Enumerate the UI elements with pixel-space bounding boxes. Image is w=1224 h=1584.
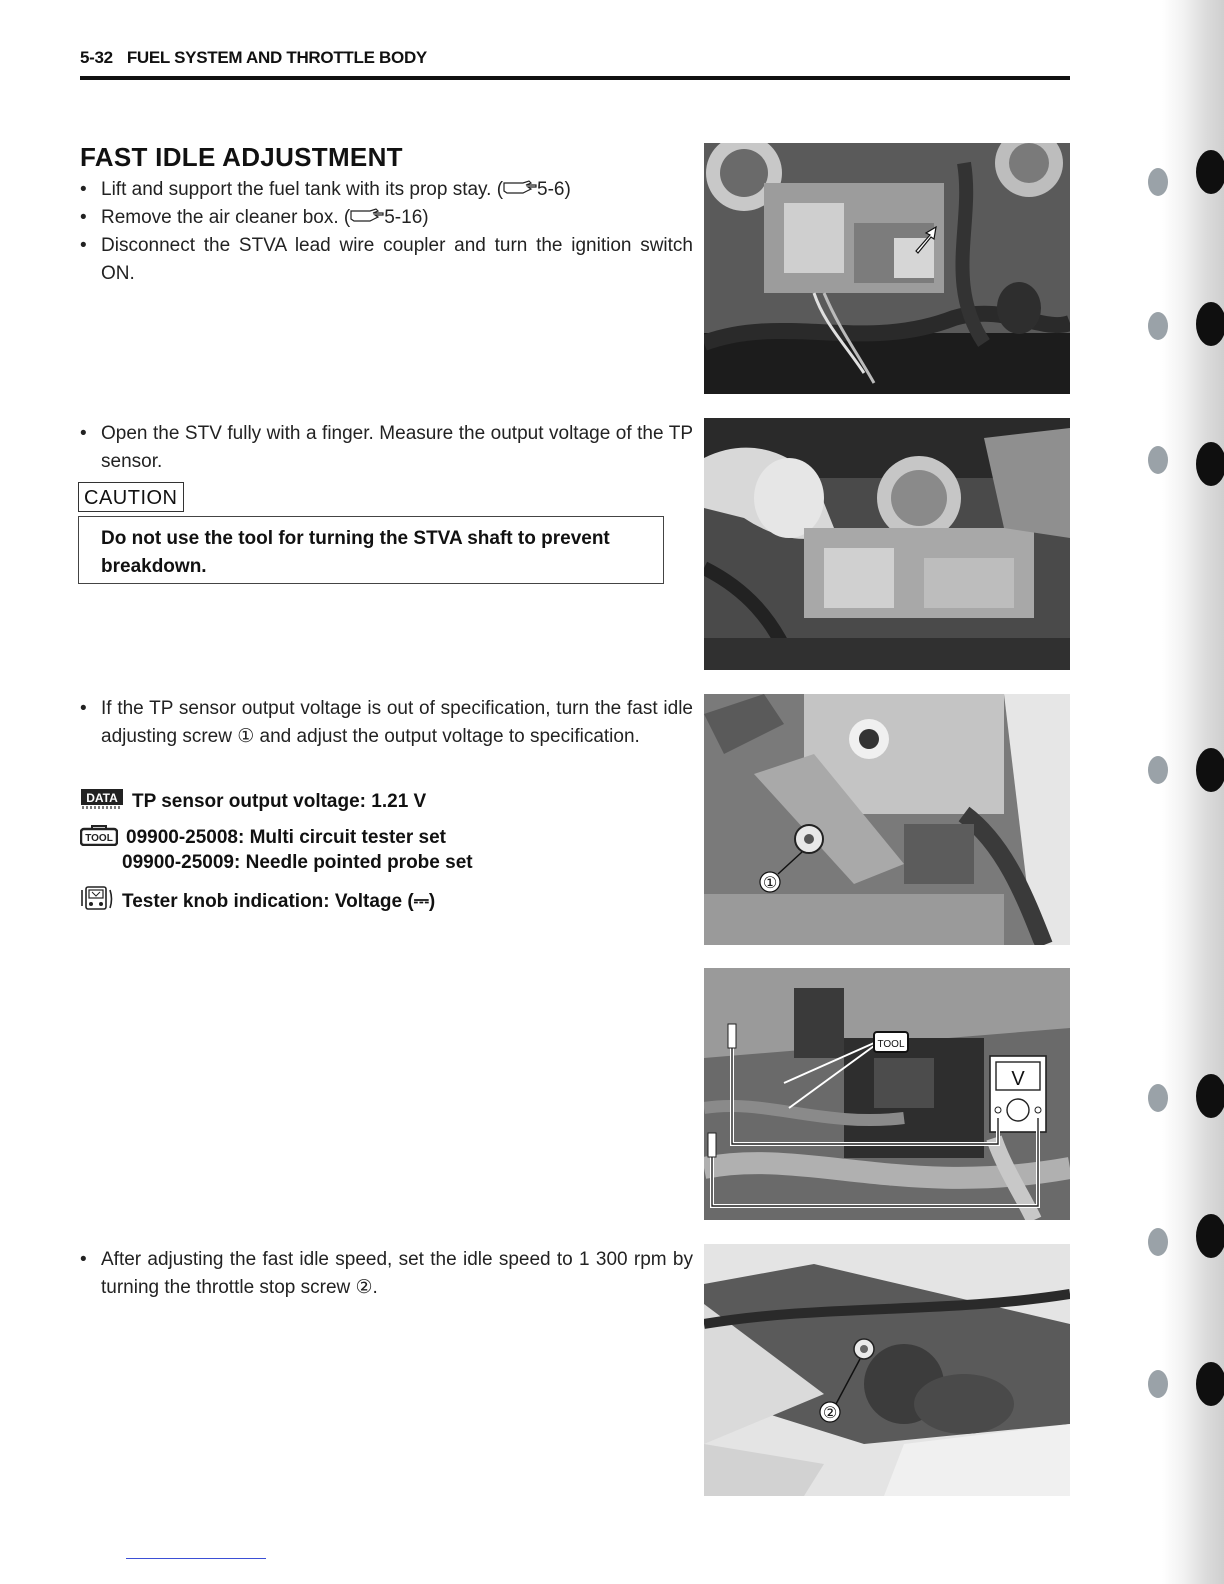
index-tab-mark <box>1148 1370 1168 1398</box>
callout-2: ② <box>822 1403 838 1422</box>
index-tab-mark <box>1196 150 1224 194</box>
list-item: • If the TP sensor output voltage is out of specification, turn the fast idle adjusting screw ① and adjust the output voltage to specification. <box>80 698 693 747</box>
index-tab-mark <box>1196 1074 1224 1118</box>
reference-hand-icon <box>350 208 384 222</box>
index-tab-mark <box>1196 1362 1224 1406</box>
callout-1: ① <box>762 873 778 892</box>
footer-rule <box>126 1558 266 1559</box>
index-tab-mark <box>1196 1214 1224 1258</box>
photo-throttle-stop-screw <box>704 1244 1070 1496</box>
svg-text:DATA: DATA <box>86 791 118 805</box>
spec-tool-lines: TOOL 09900-25008: Multi circuit tester set 09900-25009: Needle pointed probe set <box>80 824 446 852</box>
page-title: FAST IDLE ADJUSTMENT <box>80 142 403 172</box>
spec-tester-line: Tester knob indication: Voltage (⎓) <box>80 886 435 918</box>
reference-page: 5-16 <box>384 207 423 228</box>
list-item: • Open the STV fully with a finger. Measure the output voltage of the TP sensor. <box>80 423 693 472</box>
reference-hand-icon <box>503 180 537 194</box>
index-tab-mark <box>1148 1084 1168 1112</box>
list-item: • Disconnect the STVA lead wire coupler and turn the ignition switch ON. <box>80 235 693 284</box>
meter-label: V <box>1011 1068 1025 1090</box>
index-tab-mark <box>1148 1228 1168 1256</box>
photo-stva-coupler <box>704 143 1070 394</box>
reference-page: 5-6 <box>537 179 565 200</box>
page-edge-shadow <box>1162 0 1224 1584</box>
section-title: FUEL SYSTEM AND THROTTLE BODY <box>126 48 427 67</box>
tool-line-2: 09900-25009: Needle pointed probe set <box>122 852 473 873</box>
index-tab-mark <box>1196 748 1224 792</box>
index-tab-mark <box>1148 312 1168 340</box>
spec-data-line: DATA TP sensor output voltage: 1.21 V <box>80 788 426 816</box>
page-header <box>80 48 1070 80</box>
list-item: • Lift and support the fuel tank with its prop stay. ( 5-6) <box>80 179 571 200</box>
index-tab-mark <box>1148 168 1168 196</box>
data-icon <box>80 788 124 816</box>
index-tab-mark <box>1148 446 1168 474</box>
index-tab-mark <box>1196 442 1224 486</box>
list-item: • Remove the air cleaner box. ( 5-16) <box>80 207 429 228</box>
index-tab-mark <box>1148 756 1168 784</box>
index-tab-mark <box>1196 302 1224 346</box>
photo-open-stv <box>704 418 1070 670</box>
svg-text:TOOL: TOOL <box>85 833 113 844</box>
caution-box: Do not use the tool for turning the STVA shaft to prevent breakdown. <box>78 516 664 584</box>
tester-knob-icon <box>80 886 114 918</box>
list-item: • After adjusting the fast idle speed, set the idle speed to 1 300 rpm by turning the throttle stop screw ②. <box>80 1249 693 1298</box>
page-number: 5-32 <box>80 48 113 67</box>
tool-icon <box>80 824 118 852</box>
photo-fast-idle-screw <box>704 694 1070 945</box>
header-rule <box>80 76 1070 80</box>
photo-tester-connection <box>704 968 1070 1220</box>
tool-badge: TOOL <box>877 1039 905 1050</box>
caution-label: CAUTION <box>78 482 184 512</box>
